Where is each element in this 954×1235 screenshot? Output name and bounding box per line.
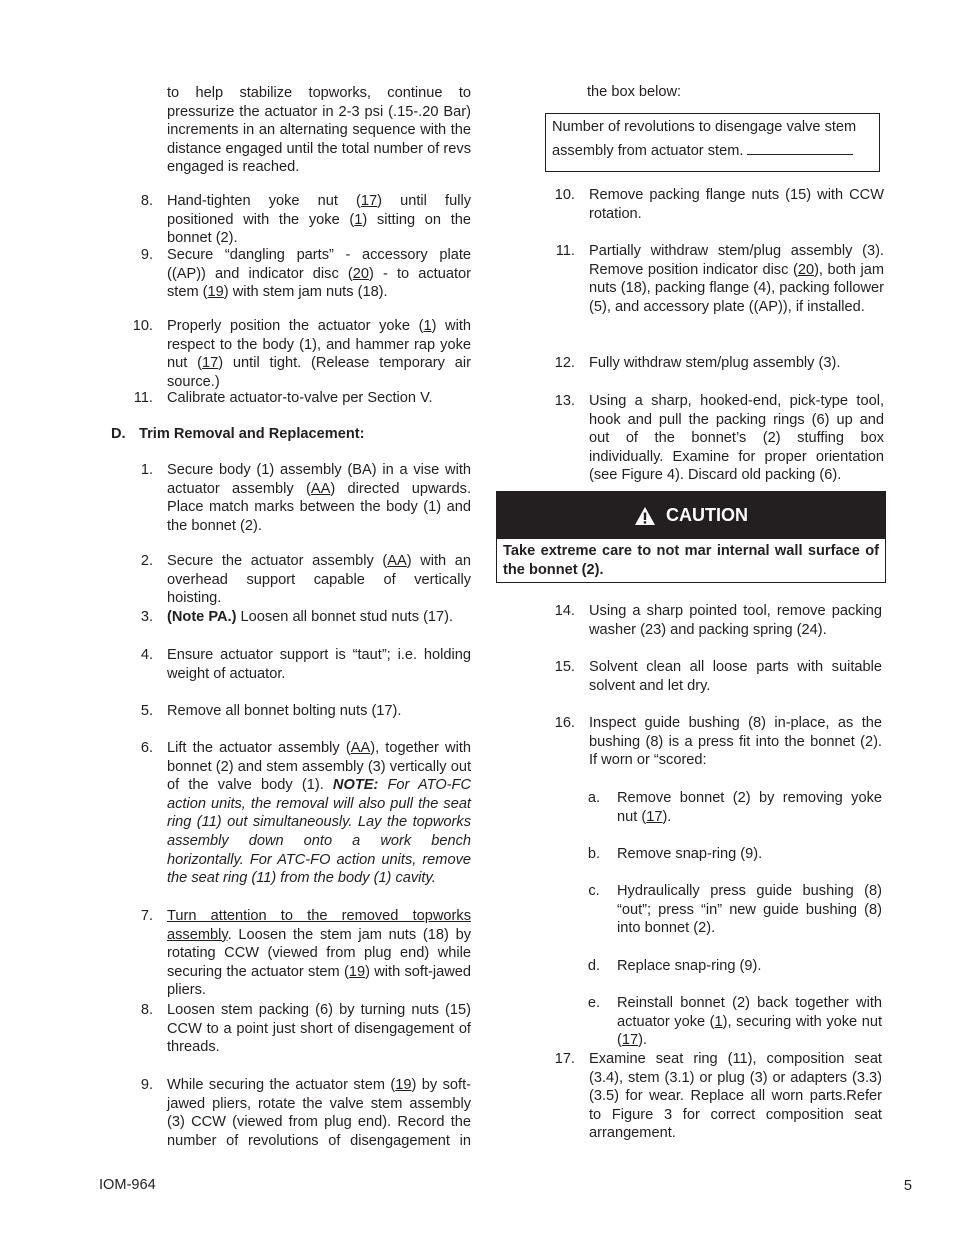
step-number: 14. — [554, 603, 575, 619]
step-8-text: Hand-tighten yoke nut (17) until fully positioned with the yoke (1) sitting on the bonnet (2). — [167, 193, 471, 247]
substep-d-text: Replace snap-ring (9). — [617, 958, 762, 974]
step-number: 11. — [133, 390, 153, 406]
step-r10-text: Remove packing flange nuts (15) with CCW rotation. — [589, 187, 884, 222]
step-number: 2. — [140, 553, 153, 569]
section-d-letter: D. — [111, 426, 126, 442]
step-number: 12. — [554, 355, 575, 371]
step-number: 6. — [140, 740, 153, 756]
step-number: 8. — [140, 193, 153, 209]
step-number: 1. — [140, 462, 153, 478]
trim-step-9-text: While securing the actuator stem (19) by soft-jawed pliers, rotate the valve stem assembly (3) CCW (viewed from plug end). Record the number of revolutions of disengagement in — [167, 1077, 471, 1149]
step-number: 8. — [140, 1002, 153, 1018]
caution-box — [496, 491, 886, 583]
trim-step-5-text: Remove all bonnet bolting nuts (17). — [167, 703, 402, 719]
step-r16-text: Inspect guide bushing (8) in-place, as the bushing (8) is a press fit into the bonnet (2). If worn or “scored: — [589, 715, 882, 769]
step-number: 15. — [554, 659, 575, 675]
step-r15-text: Solvent clean all loose parts with suitable solvent and let dry. — [589, 659, 882, 694]
step-number: 4. — [140, 647, 153, 663]
continued-text: the box below: — [587, 84, 682, 100]
trim-step-7-text: Turn attention to the removed topworks assembly. Loosen the stem jam nuts (18) by rotating CCW (viewed from plug end) while securing the actuator stem (19) with soft-jawed pliers. — [167, 908, 471, 999]
trim-step-3-text: (Note PA.) Loosen all bonnet stud nuts (17). — [167, 609, 454, 625]
page-number: 5 — [903, 1178, 912, 1194]
intro-paragraph: to help stabilize topworks, continue to pressurize the actuator in 2-3 psi (.15-.20 Bar) increments in an alternating sequence with the distance engaged until the total number of revs engaged is reached. — [167, 85, 471, 176]
step-number: 17. — [554, 1051, 575, 1067]
step-number: 7. — [140, 908, 153, 924]
trim-step-8-text: Loosen stem packing (6) by turning nuts (15) CCW to a point just short of disengagement of threads. — [167, 1002, 471, 1056]
trim-step-2-text: Secure the actuator assembly (AA) with an overhead support capable of vertically hoisting. — [167, 553, 472, 607]
box-label-line-1: Number of revolutions to disengage valve stem — [552, 119, 857, 135]
step-r13-text: Using a sharp, hooked-end, pick-type tool, hook and pull the packing rings (6) up and out of the bonnet’s (2) stuffing box individually. Examine for proper orientation (see Figure 4). Discard old packing (6). — [589, 393, 884, 484]
revolutions-record-box — [545, 113, 880, 172]
step-number: 11. — [555, 243, 575, 259]
substep-c-text: Hydraulically press guide bushing (8) “out”; press “in” new guide bushing (8) into bonnet (2). — [617, 883, 882, 937]
revolutions-blank-line — [747, 154, 853, 155]
substep-b-text: Remove snap-ring (9). — [617, 846, 763, 862]
step-number: 16. — [554, 715, 575, 731]
trim-step-6-text: Lift the actuator assembly (AA), together with bonnet (2) and stem assembly (3) vertically out of the valve body (1). NOTE: For ATO-FC action units, the removal will also pull the seat ring (11) out simultaneously. Lay the topworks assembly down onto a work bench horizontally. For ATC-FO action units, remove the seat ring (11) from the body (1) cavity. — [167, 740, 471, 887]
caution-text: Take extreme care to not mar internal wall surface of the bonnet (2). — [503, 543, 879, 578]
box-label-line-2: assembly from actuator stem. — [552, 142, 853, 161]
substep-letter: b. — [587, 846, 601, 862]
step-number: 3. — [140, 609, 153, 625]
step-number: 10. — [132, 318, 153, 334]
document-id: IOM-964 — [99, 1177, 156, 1193]
step-9-text: Secure “dangling parts” - accessory plate ((AP)) and indicator disc (20) - to actuator stem (19) with stem jam nuts (18). — [167, 247, 471, 301]
step-number: 13. — [554, 393, 575, 409]
step-11-text: Calibrate actuator-to-valve per Section V. — [167, 390, 433, 406]
step-r12-text: Fully withdraw stem/plug assembly (3). — [589, 355, 841, 371]
substep-e-text: Reinstall bonnet (2) back together with actuator yoke (1), securing with yoke nut (17). — [617, 995, 882, 1049]
trim-step-4-text: Ensure actuator support is “taut”; i.e. holding weight of actuator. — [167, 647, 471, 682]
step-number: 9. — [140, 1077, 153, 1093]
step-number: 10. — [554, 187, 575, 203]
step-r11-text: Partially withdraw stem/plug assembly (3). Remove position indicator disc (20), both jam nuts (18), packing flange (4), packing follower (5), and accessory plate ((AP)), if installed. — [589, 243, 884, 315]
substep-letter: c. — [588, 883, 600, 899]
substep-a-text: Remove bonnet (2) by removing yoke nut (17). — [617, 790, 882, 825]
trim-step-1-text: Secure body (1) assembly (BA) in a vise with actuator assembly (AA) directed upwards. Place match marks between the body (1) and the bonnet (2). — [167, 462, 472, 534]
substep-letter: a. — [587, 790, 601, 806]
caution-header — [497, 492, 885, 539]
warning-icon — [634, 506, 656, 526]
substep-letter: e. — [587, 995, 601, 1011]
step-10-text: Properly position the actuator yoke (1) with respect to the body (1), and hammer rap yoke nut (17) until tight. (Release temporary air source.) — [167, 318, 472, 390]
step-number: 5. — [140, 703, 153, 719]
caution-title: CAUTION — [666, 505, 748, 525]
step-r17-text: Examine seat ring (11), composition seat (3.4), stem (3.1) or plug (3) or adapters (3.3) (3.5) for wear. Replace all worn parts.Refer to Figure 3 for correct composition seat arrangement. — [589, 1051, 882, 1142]
step-number: 9. — [140, 247, 153, 263]
substep-letter: d. — [587, 958, 601, 974]
section-d-title: Trim Removal and Replacement: — [139, 426, 365, 442]
step-r14-text: Using a sharp pointed tool, remove packing washer (23) and packing spring (24). — [589, 603, 882, 638]
